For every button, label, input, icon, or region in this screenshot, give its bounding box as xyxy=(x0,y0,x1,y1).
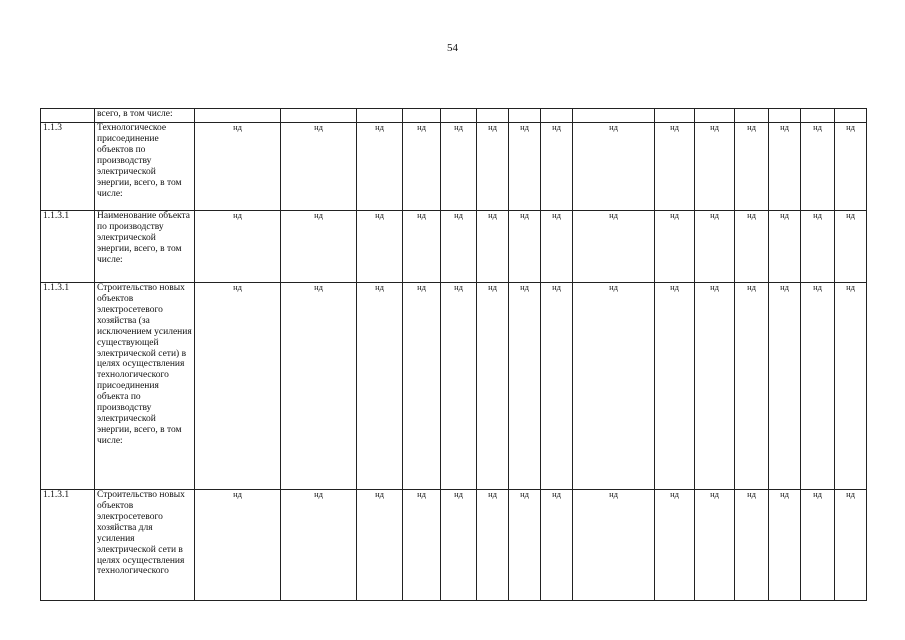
value-cell: нд xyxy=(403,123,441,211)
value-cell: нд xyxy=(357,123,403,211)
row-code: 1.1.3.1 xyxy=(41,283,95,490)
value-cell: нд xyxy=(695,283,735,490)
value-cell: нд xyxy=(195,283,281,490)
table-row-continuation xyxy=(41,109,867,123)
value-cell: нд xyxy=(735,211,769,283)
row-code: 1.1.3.1 xyxy=(41,211,95,283)
value-cell: нд xyxy=(357,490,403,601)
value-cell: нд xyxy=(281,283,357,490)
value-cell: нд xyxy=(541,283,573,490)
value-cell: нд xyxy=(403,283,441,490)
value-cell: нд xyxy=(835,211,867,283)
value-cell: нд xyxy=(477,283,509,490)
value-cell: нд xyxy=(573,283,655,490)
row-name: Строительство новых объектов электросетевого хозяйства для усиления электрической сети в целях осуществления технологического xyxy=(95,490,195,601)
row-code: 1.1.3 xyxy=(41,123,95,211)
value-cell: нд xyxy=(441,123,477,211)
value-cell: нд xyxy=(509,490,541,601)
value-cell: нд xyxy=(477,211,509,283)
value-cell: нд xyxy=(509,211,541,283)
value-cell: нд xyxy=(195,123,281,211)
row-code: 1.1.3.1 xyxy=(41,490,95,601)
value-cell: нд xyxy=(403,211,441,283)
row-name: Наименование объекта по производству электрической энергии, всего, в том числе: xyxy=(95,211,195,283)
value-cell: нд xyxy=(281,490,357,601)
value-cell: нд xyxy=(735,123,769,211)
value-cell: нд xyxy=(441,211,477,283)
table-row xyxy=(41,283,867,490)
value-cell: нд xyxy=(477,123,509,211)
value-cell: нд xyxy=(735,283,769,490)
value-cell: нд xyxy=(573,211,655,283)
value-cell: нд xyxy=(441,283,477,490)
value-cell: нд xyxy=(655,283,695,490)
value-cell: нд xyxy=(695,211,735,283)
value-cell: нд xyxy=(357,283,403,490)
value-cell: нд xyxy=(655,123,695,211)
value-cell: нд xyxy=(441,490,477,601)
value-cell: нд xyxy=(477,490,509,601)
value-cell: нд xyxy=(835,123,867,211)
value-cell: нд xyxy=(281,211,357,283)
value-cell: нд xyxy=(801,490,835,601)
data-table xyxy=(40,108,867,601)
row-name: Строительство новых объектов электросетевого хозяйства (за исключением усиления существующей электрической сети) в целях осуществления технологического присоединения объекта по производству электрической энергии, всего, в том числе: xyxy=(95,283,195,490)
table-cell xyxy=(41,109,95,123)
value-cell: нд xyxy=(509,123,541,211)
value-cell: нд xyxy=(769,211,801,283)
value-cell: нд xyxy=(573,123,655,211)
value-cell: нд xyxy=(801,283,835,490)
value-cell: нд xyxy=(695,490,735,601)
value-cell: нд xyxy=(735,490,769,601)
value-cell: нд xyxy=(655,211,695,283)
value-cell: нд xyxy=(541,123,573,211)
value-cell: нд xyxy=(357,211,403,283)
table-row xyxy=(41,211,867,283)
value-cell: нд xyxy=(195,211,281,283)
row-name-continuation: всего, в том числе: xyxy=(95,109,195,123)
value-cell: нд xyxy=(403,490,441,601)
value-cell: нд xyxy=(835,490,867,601)
page-number: 54 xyxy=(447,42,458,54)
row-name: Технологическое присоединение объектов по производству электрической энергии, всего, в том числе: xyxy=(95,123,195,211)
value-cell: нд xyxy=(281,123,357,211)
value-cell: нд xyxy=(541,211,573,283)
value-cell: нд xyxy=(695,123,735,211)
value-cell: нд xyxy=(195,490,281,601)
value-cell: нд xyxy=(509,283,541,490)
value-cell: нд xyxy=(769,283,801,490)
value-cell: нд xyxy=(801,123,835,211)
value-cell: нд xyxy=(801,211,835,283)
table-row xyxy=(41,123,867,211)
value-cell: нд xyxy=(769,123,801,211)
value-cell: нд xyxy=(835,283,867,490)
value-cell: нд xyxy=(573,490,655,601)
table-row xyxy=(41,490,867,601)
value-cell: нд xyxy=(769,490,801,601)
value-cell: нд xyxy=(655,490,695,601)
value-cell: нд xyxy=(541,490,573,601)
